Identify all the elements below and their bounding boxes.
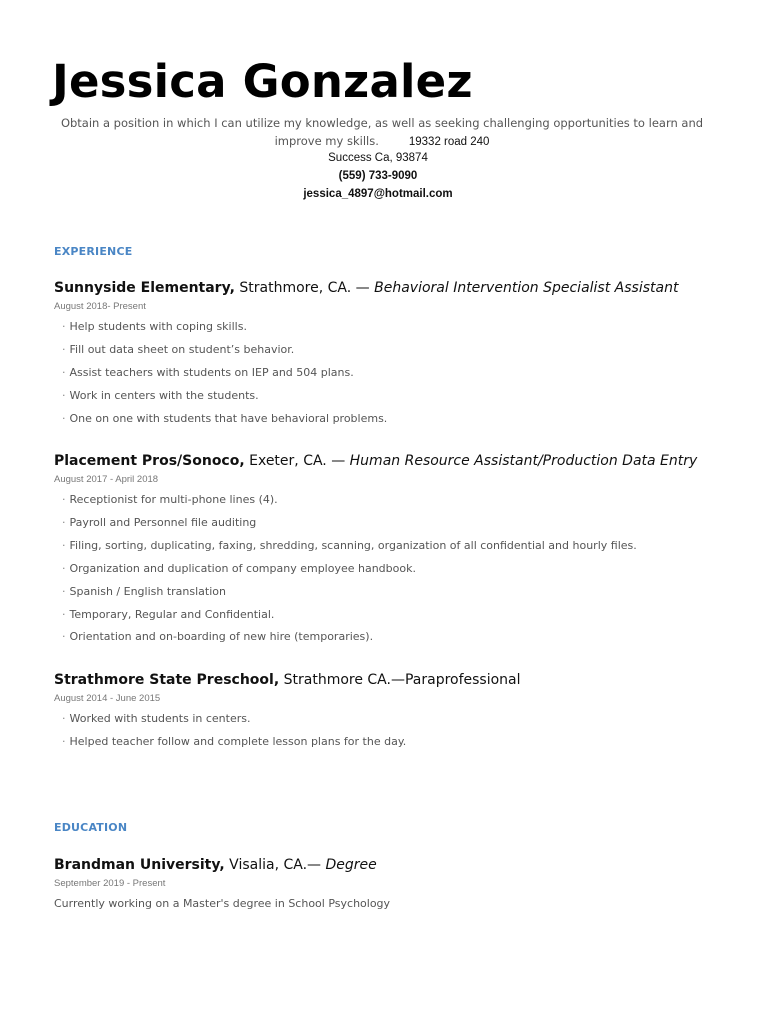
list-item: · Worked with students in centers.: [62, 712, 251, 725]
job-organization: Strathmore State Preschool,: [54, 672, 280, 688]
job-role: Human Resource Assistant/Production Data Entry: [349, 453, 698, 469]
education-heading: [54, 856, 734, 874]
phone-number: (559) 733-9090: [338, 170, 418, 182]
address-line-2: Success Ca, 93874: [328, 152, 428, 164]
school-location: Visalia, CA.—: [224, 857, 326, 873]
education-section-title: EDUCATION: [54, 821, 128, 834]
list-item: · Assist teachers with students on IEP and 504 plans.: [62, 365, 354, 379]
education-entry: [54, 856, 734, 912]
list-item: · Filing, sorting, duplicating, faxing, shredding, scanning, organization of all confidential and hourly files.: [62, 538, 637, 552]
degree: Degree: [325, 857, 377, 873]
job-role: Behavioral Intervention Specialist Assistant: [374, 280, 679, 296]
school-name: Brandman University,: [54, 857, 225, 873]
list-item: · Work in centers with the students.: [62, 388, 259, 402]
job-heading: [54, 671, 734, 689]
objective-text: Obtain a position in which I can utilize my knowledge, as well as seeking challenging opportunities to learn and improve my skills.: [60, 116, 704, 148]
job-organization: Placement Pros/Sonoco,: [54, 453, 245, 469]
job-dates: August 2017 - April 2018: [54, 474, 159, 485]
list-item: · Receptionist for multi-phone lines (4).: [62, 493, 278, 506]
experience-section-title: EXPERIENCE: [54, 245, 133, 258]
job-entry: [54, 452, 734, 649]
list-item: · Temporary, Regular and Confidential.: [62, 607, 275, 621]
list-item: · Help students with coping skills.: [62, 320, 247, 333]
education-description: Currently working on a Master's degree in School Psychology: [54, 897, 391, 910]
job-bullets: [54, 489, 734, 649]
list-item: · One on one with students that have behavioral problems.: [62, 411, 388, 425]
list-item: · Helped teacher follow and complete lesson plans for the day.: [62, 734, 407, 748]
list-item: · Payroll and Personnel file auditing: [62, 515, 257, 529]
job-organization: Sunnyside Elementary,: [54, 280, 235, 296]
list-item: · Organization and duplication of company employee handbook.: [62, 561, 416, 575]
job-dates: August 2014 - June 2015: [54, 693, 161, 704]
email-address: jessica_4897@hotmail.com: [303, 188, 453, 200]
list-item: · Fill out data sheet on student’s behavior.: [62, 342, 295, 356]
list-item: · Orientation and on-boarding of new hire (temporaries).: [62, 630, 374, 644]
job-entry: [54, 671, 734, 754]
job-bullets: [54, 708, 734, 754]
job-role: Paraprofessional: [404, 672, 521, 688]
job-entry: [54, 279, 734, 431]
education-dates: September 2019 - Present: [54, 878, 166, 889]
objective-statement: [52, 114, 712, 151]
candidate-name: Jessica Gonzalez: [52, 55, 473, 108]
job-location: Strathmore, CA. —: [234, 280, 375, 296]
job-location: Exeter, CA. —: [244, 453, 350, 469]
job-heading: [54, 279, 734, 297]
address-line-1: 19332 road 240: [408, 136, 490, 148]
job-dates: August 2018- Present: [54, 301, 146, 312]
list-item: · Spanish / English translation: [62, 584, 226, 598]
job-heading: [54, 452, 734, 470]
job-location: Strathmore CA.—: [279, 672, 405, 688]
job-bullets: [54, 316, 734, 431]
